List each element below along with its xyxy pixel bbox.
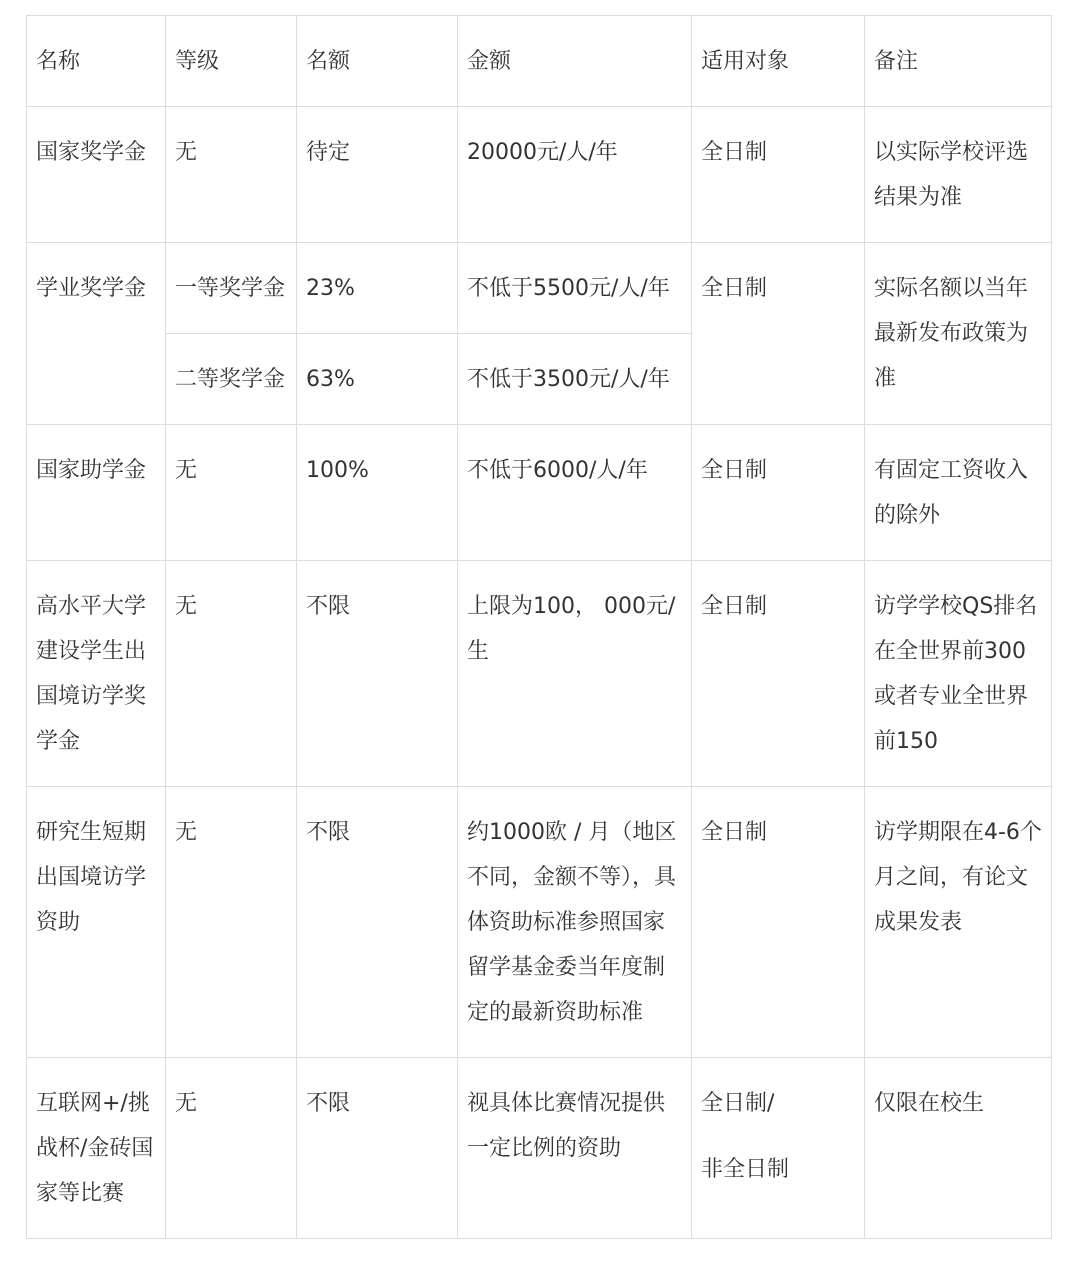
cell-target-line: 非全日制 (701, 1157, 790, 1182)
table-row (27, 787, 1052, 1058)
cell-name: 国家助学金 (27, 425, 166, 561)
scholarship-table (26, 15, 1052, 1239)
table-row (27, 561, 1052, 787)
cell-note: 访学学校QS排名在全世界前300或者专业全世界前150 (865, 561, 1052, 787)
header-level: 等级 (166, 16, 297, 107)
cell-name: 高水平大学建设学生出国境访学奖学金 (27, 561, 166, 787)
cell-amount: 上限为100， 000元/生 (458, 561, 692, 787)
cell-amount: 视具体比赛情况提供一定比例的资助 (458, 1058, 692, 1239)
cell-amount: 不低于5500元/人/年 (458, 243, 692, 334)
cell-quota: 100% (297, 425, 458, 561)
cell-amount: 20000元/人/年 (458, 107, 692, 243)
cell-level: 无 (166, 425, 297, 561)
table-row (27, 107, 1052, 243)
cell-name: 学业奖学金 (27, 243, 166, 425)
cell-note: 仅限在校生 (865, 1058, 1052, 1239)
header-amount: 金额 (458, 16, 692, 107)
cell-name: 互联网+/挑战杯/金砖国家等比赛 (27, 1058, 166, 1239)
header-quota: 名额 (297, 16, 458, 107)
cell-quota: 23% (297, 243, 458, 334)
table-row (27, 243, 1052, 334)
cell-target: 全日制 (692, 425, 865, 561)
cell-amount: 约1000欧 / 月（地区不同，金额不等），具体资助标准参照国家留学基金委当年度制定的最新资助标准 (458, 787, 692, 1058)
cell-quota: 63% (297, 334, 458, 425)
cell-quota: 不限 (297, 1058, 458, 1239)
cell-amount: 不低于3500元/人/年 (458, 334, 692, 425)
cell-target (692, 1058, 865, 1239)
cell-target: 全日制 (692, 107, 865, 243)
cell-target: 全日制 (692, 787, 865, 1058)
table-row (27, 425, 1052, 561)
header-note: 备注 (865, 16, 1052, 107)
cell-target-line: 全日制/ (701, 1091, 775, 1116)
cell-level: 无 (166, 787, 297, 1058)
cell-name: 研究生短期出国境访学资助 (27, 787, 166, 1058)
cell-amount: 不低于6000/人/年 (458, 425, 692, 561)
table-row (27, 1058, 1052, 1239)
cell-quota: 不限 (297, 561, 458, 787)
cell-quota: 待定 (297, 107, 458, 243)
cell-quota: 不限 (297, 787, 458, 1058)
cell-level: 无 (166, 107, 297, 243)
cell-target: 全日制 (692, 243, 865, 425)
cell-note: 实际名额以当年最新发布政策为准 (865, 243, 1052, 425)
cell-note: 以实际学校评选结果为准 (865, 107, 1052, 243)
cell-target: 全日制 (692, 561, 865, 787)
cell-level: 一等奖学金 (166, 243, 297, 334)
cell-note: 有固定工资收入的除外 (865, 425, 1052, 561)
header-target: 适用对象 (692, 16, 865, 107)
cell-level: 无 (166, 1058, 297, 1239)
cell-level: 二等奖学金 (166, 334, 297, 425)
cell-name: 国家奖学金 (27, 107, 166, 243)
cell-level: 无 (166, 561, 297, 787)
header-row (27, 16, 1052, 107)
cell-note: 访学期限在4-6个月之间，有论文成果发表 (865, 787, 1052, 1058)
header-name: 名称 (27, 16, 166, 107)
